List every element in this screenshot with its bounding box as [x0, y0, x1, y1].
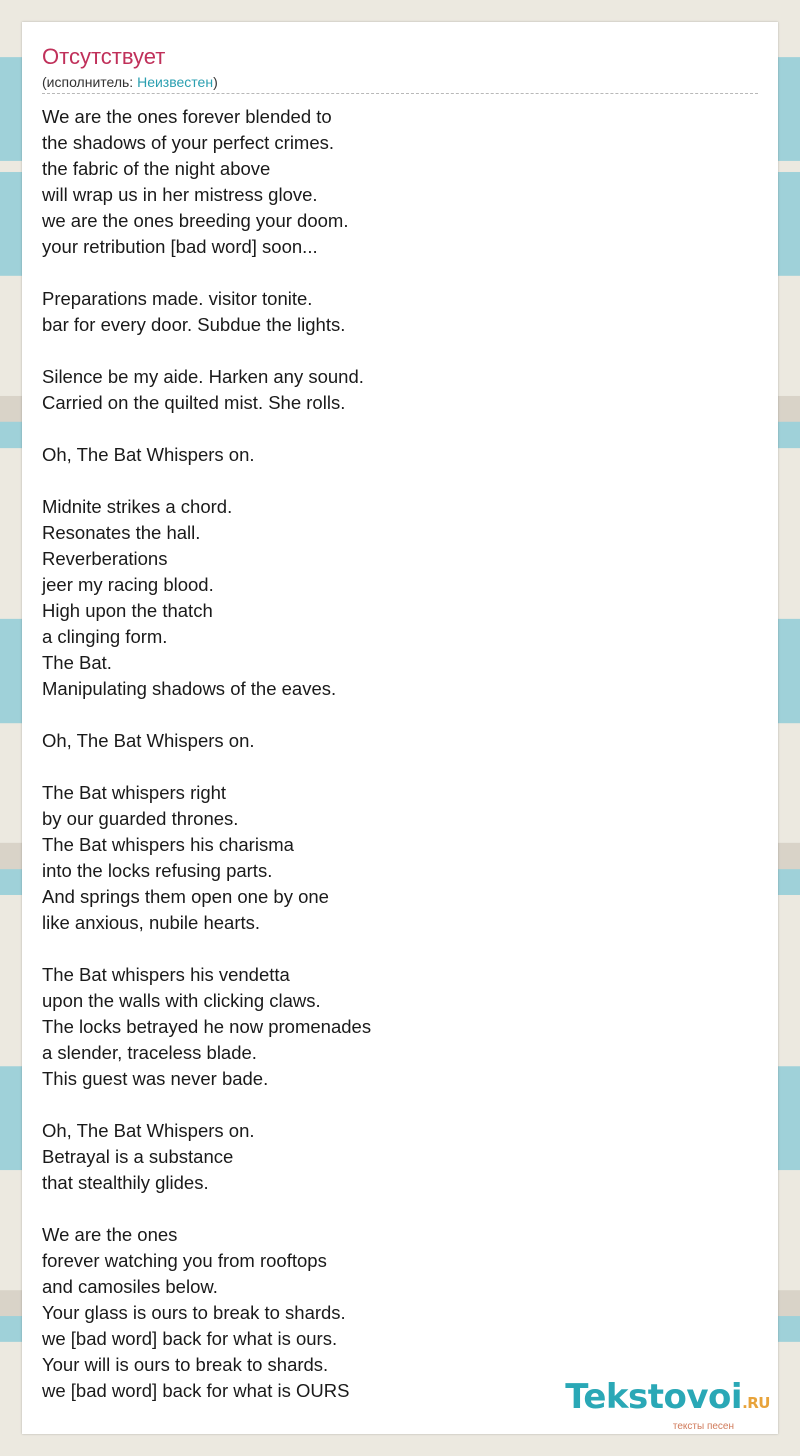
logo-tld: .RU: [742, 1394, 770, 1412]
lyric-line: [42, 702, 602, 728]
lyric-line: Your will is ours to break to shards.: [42, 1354, 329, 1375]
lyric-line: into the locks refusing parts.: [42, 860, 273, 881]
artist-link[interactable]: Неизвестен: [137, 74, 214, 90]
page-title: Отсутствует: [42, 44, 166, 69]
lyric-line: upon the walls with clicking claws.: [42, 990, 321, 1011]
lyric-line: the fabric of the night above: [42, 158, 271, 179]
logo-tagline: тексты песен: [672, 1421, 734, 1432]
lyric-line: we are the ones breeding your doom.: [42, 210, 349, 231]
lyric-line: bar for every door. Subdue the lights.: [42, 314, 346, 335]
lyric-line: Preparations made. visitor tonite.: [42, 288, 313, 309]
lyric-line: your retribution [bad word] soon...: [42, 236, 318, 257]
lyric-line: Reverberations: [42, 548, 168, 569]
lyrics-text: [42, 104, 602, 1404]
artist-prefix: (исполнитель:: [42, 74, 138, 90]
lyric-line: we [bad word] back for what is OURS: [42, 1380, 350, 1401]
lyric-line: [42, 416, 602, 442]
lyric-line: a slender, traceless blade.: [42, 1042, 257, 1063]
lyric-line: The Bat whispers his vendetta: [42, 964, 290, 985]
lyric-line: Carried on the quilted mist. She rolls.: [42, 392, 346, 413]
logo-wordmark: [565, 1379, 770, 1421]
lyric-line: Midnite strikes a chord.: [42, 496, 233, 517]
lyric-line: jeer my racing blood.: [42, 574, 214, 595]
lyric-line: We are the ones: [42, 1224, 178, 1245]
lyric-line: We are the ones forever blended to: [42, 106, 332, 127]
lyric-line: The Bat.: [42, 652, 112, 673]
lyric-line: [42, 260, 602, 286]
lyric-line: [42, 1196, 602, 1222]
lyric-line: The Bat whispers right: [42, 782, 227, 803]
lyric-line: [42, 754, 602, 780]
lyric-line: Manipulating shadows of the eaves.: [42, 678, 337, 699]
lyric-line: High upon the thatch: [42, 600, 213, 621]
lyrics-card: [22, 22, 778, 1434]
lyric-line: [42, 1092, 602, 1118]
lyric-line: This guest was never bade.: [42, 1068, 269, 1089]
lyric-line: Silence be my aide. Harken any sound.: [42, 366, 364, 387]
lyric-line: The locks betrayed he now promenades: [42, 1016, 372, 1037]
title-divider: [42, 93, 758, 94]
lyric-line: [42, 338, 602, 364]
lyric-line: And springs them open one by one: [42, 886, 329, 907]
lyric-line: will wrap us in her mistress glove.: [42, 184, 318, 205]
lyric-line: like anxious, nubile hearts.: [42, 912, 261, 933]
lyric-line: forever watching you from rooftops: [42, 1250, 327, 1271]
lyric-line: Oh, The Bat Whispers on.: [42, 1120, 255, 1141]
lyric-line: Your glass is ours to break to shards.: [42, 1302, 346, 1323]
lyric-line: by our guarded thrones.: [42, 808, 239, 829]
lyric-line: Resonates the hall.: [42, 522, 201, 543]
lyric-line: Oh, The Bat Whispers on.: [42, 444, 255, 465]
lyric-line: Oh, The Bat Whispers on.: [42, 730, 255, 751]
lyric-line: [42, 936, 602, 962]
site-logo[interactable]: [565, 1379, 770, 1432]
lyric-line: and camosiles below.: [42, 1276, 218, 1297]
lyric-line: that stealthily glides.: [42, 1172, 209, 1193]
artist-line: [42, 73, 218, 91]
artist-suffix: ): [213, 74, 218, 90]
lyric-line: the shadows of your perfect crimes.: [42, 132, 335, 153]
lyric-line: [42, 468, 602, 494]
lyric-line: Betrayal is a substance: [42, 1146, 234, 1167]
lyric-line: The Bat whispers his charisma: [42, 834, 294, 855]
lyric-line: a clinging form.: [42, 626, 168, 647]
logo-name: Tekstovoi: [565, 1377, 743, 1417]
lyric-line: we [bad word] back for what is ours.: [42, 1328, 338, 1349]
